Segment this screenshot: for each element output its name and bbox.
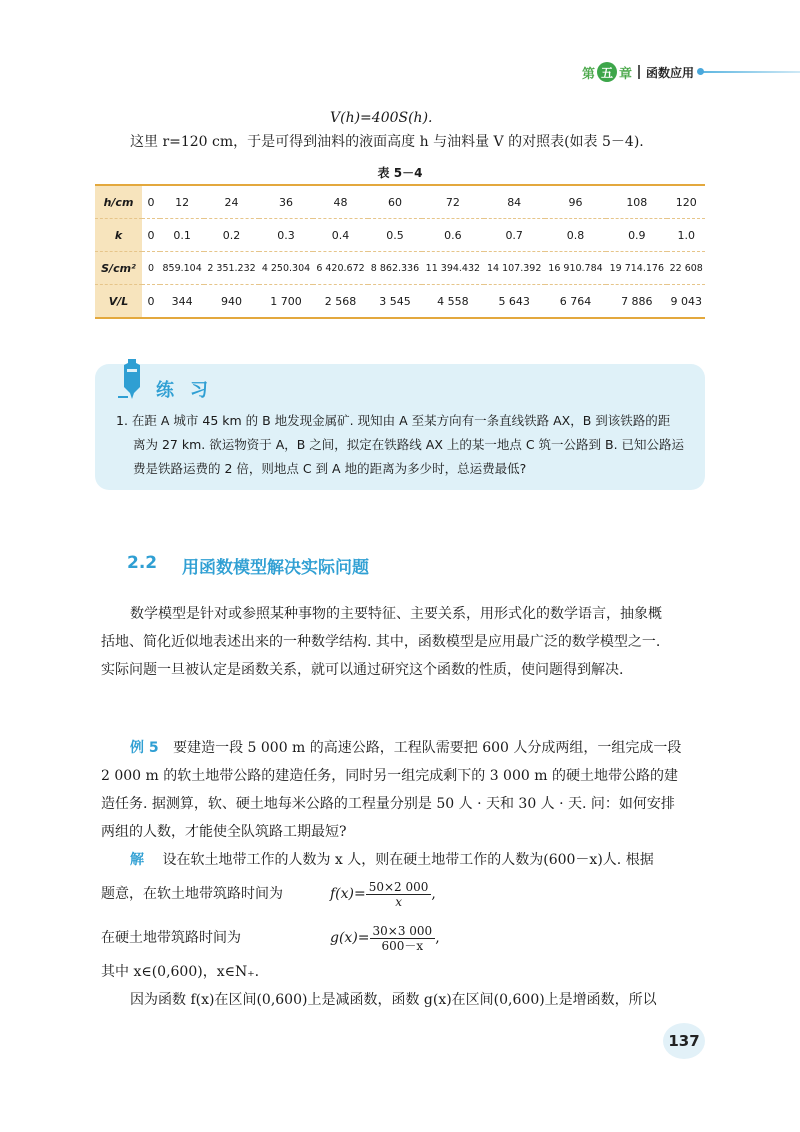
section-number: 2.2 xyxy=(127,553,158,573)
table-cell: 0.1 xyxy=(160,219,204,252)
g-label: 在硬土地带筑路时间为 xyxy=(101,930,241,946)
f-lhs: f(x)= xyxy=(330,886,366,902)
body-line: 数学模型是针对或参照某种事物的主要特征、主要关系，用形式化的数学语言，抽象概 xyxy=(130,606,662,622)
table-cell: 940 xyxy=(204,285,258,319)
f-formula xyxy=(330,874,436,914)
table-cell: 8 862.336 xyxy=(368,252,422,285)
data-table xyxy=(95,184,705,319)
table-cell: 0.9 xyxy=(606,219,667,252)
table-row xyxy=(95,252,705,285)
g-denominator: 600－x xyxy=(381,938,424,953)
table-cell: 0.6 xyxy=(422,219,483,252)
body-line: 括地、简化近似地表述出来的一种数学结构. 其中，函数模型是应用最广泛的数学模型之一. xyxy=(101,634,661,650)
chapter-prefix: 第 xyxy=(582,66,596,82)
table-cell: 6 764 xyxy=(545,285,606,319)
g-numerator: 30×3 000 xyxy=(370,924,436,939)
table-row xyxy=(95,219,705,252)
table-cell: 48 xyxy=(313,185,367,219)
f-label: 题意，在软土地带筑路时间为 xyxy=(101,886,283,902)
row-header: h/cm xyxy=(95,185,142,219)
formula-volume: V(h)=400S(h). xyxy=(330,110,433,126)
g-comma: , xyxy=(435,930,440,946)
example-line: 造任务. 据测算，软、硬土地每米公路的工程量分别是 50 人 · 天和 30 人 · 天. 问：如何安排 xyxy=(101,796,675,812)
table-cell: 108 xyxy=(606,185,667,219)
table-cell: 120 xyxy=(667,185,705,219)
table-cell: 6 420.672 xyxy=(313,252,367,285)
body-line: 实际问题一旦被认定是函数关系，就可以通过研究这个函数的性质，使问题得到解决. xyxy=(101,662,624,678)
solution-tag: 解 xyxy=(130,852,144,868)
table-cell: 36 xyxy=(259,185,313,219)
table-cell: 1.0 xyxy=(667,219,705,252)
table-cell: 4 558 xyxy=(422,285,483,319)
example-tag: 例 5 xyxy=(130,740,159,756)
table-cell: 0.5 xyxy=(368,219,422,252)
row-header: S/cm² xyxy=(95,252,142,285)
table-cell: 24 xyxy=(204,185,258,219)
table-cell: 0 xyxy=(142,219,160,252)
table-cell: 0 xyxy=(142,252,160,285)
table-cell: 0.8 xyxy=(545,219,606,252)
table-cell: 96 xyxy=(545,185,606,219)
solution-last-line: 因为函数 f(x)在区间(0,600)上是减函数，函数 g(x)在区间(0,600)上是增函数，所以 xyxy=(130,992,657,1008)
example-line xyxy=(130,738,681,758)
section-title: 用函数模型解决实际问题 xyxy=(182,558,369,578)
g-lhs: g(x)= xyxy=(330,930,370,946)
practice-line: 离为 27 km. 欲运物资于 A，B 之间，拟定在铁路线 AX 上的某一地点 C 筑一公路到 B. 已知公路运 xyxy=(133,437,685,452)
table-caption: 表 5－4 xyxy=(377,166,423,180)
practice-title: 练习 xyxy=(156,380,224,401)
table-cell: 4 250.304 xyxy=(259,252,313,285)
example-text: 要建造一段 5 000 m 的高速公路，工程队需要把 600 人分成两组，一组完成一段 xyxy=(173,740,682,756)
table-cell: 12 xyxy=(160,185,204,219)
f-numerator: 50×2 000 xyxy=(366,880,432,895)
g-formula xyxy=(330,918,440,958)
practice-line: 费是铁路运费的 2 倍，则地点 C 到 A 地的距离为多少时，总运费最低? xyxy=(133,461,527,476)
table-cell: 60 xyxy=(368,185,422,219)
header-dot-icon xyxy=(697,68,704,75)
table-cell: 72 xyxy=(422,185,483,219)
example-line: 两组的人数，才能使全队筑路工期最短? xyxy=(101,824,347,840)
table-cell: 0.3 xyxy=(259,219,313,252)
row-header: k xyxy=(95,219,142,252)
intro-paragraph: 这里 r=120 cm，于是可得到油料的液面高度 h 与油料量 V 的对照表(如表 5－4). xyxy=(130,134,644,150)
page-number: 137 xyxy=(663,1023,705,1059)
table-cell: 84 xyxy=(484,185,545,219)
table-cell: 3 545 xyxy=(368,285,422,319)
table-cell: 16 910.784 xyxy=(545,252,606,285)
table-cell: 11 394.432 xyxy=(422,252,483,285)
table-cell: 0.2 xyxy=(204,219,258,252)
table-row xyxy=(95,285,705,319)
f-comma: , xyxy=(431,886,436,902)
table-cell: 5 643 xyxy=(484,285,545,319)
f-fraction xyxy=(366,880,432,909)
chapter-title: 函数应用 xyxy=(646,65,695,80)
table-cell: 14 107.392 xyxy=(484,252,545,285)
table-cell: 0 xyxy=(142,285,160,319)
table-cell: 1 700 xyxy=(259,285,313,319)
table-cell: 0.7 xyxy=(484,219,545,252)
table-cell: 22 608 xyxy=(667,252,705,285)
row-header: V/L xyxy=(95,285,142,319)
table-cell: 344 xyxy=(160,285,204,319)
f-denominator: x xyxy=(395,894,402,909)
header-rule xyxy=(700,71,800,73)
pen-icon xyxy=(118,357,144,401)
g-fraction xyxy=(370,924,436,953)
chapter-header xyxy=(582,58,800,86)
chapter-number-badge: 五 xyxy=(597,62,617,82)
solution-text: 设在软土地带工作的人数为 x 人，则在硬土地带工作的人数为(600－x)人. 根据 xyxy=(162,852,654,868)
table-cell: 859.104 xyxy=(160,252,204,285)
solution-line xyxy=(130,850,654,870)
table-cell: 2 568 xyxy=(313,285,367,319)
table-cell: 0.4 xyxy=(313,219,367,252)
domain-line: 其中 x∈(0,600)，x∈N₊. xyxy=(101,964,260,980)
example-line: 2 000 m 的软土地带公路的建造任务，同时另一组完成剩下的 3 000 m 的硬土地带公路的建 xyxy=(101,768,678,784)
table-cell: 9 043 xyxy=(667,285,705,319)
table-cell: 2 351.232 xyxy=(204,252,258,285)
practice-line: 1. 在距 A 城市 45 km 的 B 地发现金属矿. 现知由 A 至某方向有一条直线铁路 AX，B 到该铁路的距 xyxy=(116,413,671,428)
table-cell: 7 886 xyxy=(606,285,667,319)
header-divider xyxy=(638,65,640,79)
table-cell: 0 xyxy=(142,185,160,219)
table-row xyxy=(95,185,705,219)
chapter-suffix: 章 xyxy=(619,66,633,82)
table-cell: 19 714.176 xyxy=(606,252,667,285)
